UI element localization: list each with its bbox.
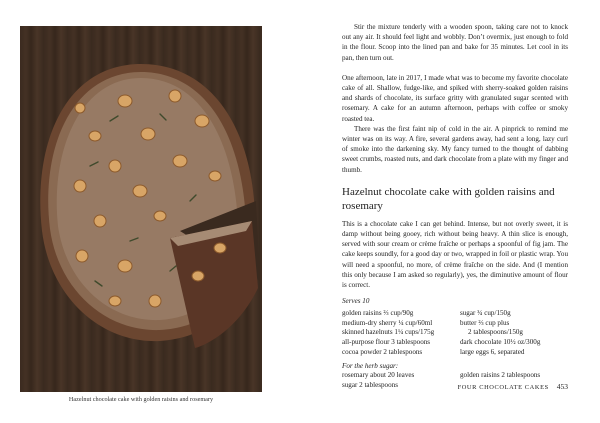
right-page (342, 22, 568, 390)
ingredient: skinned hazelnuts 1¼ cups/175g (342, 328, 435, 337)
ingredient: rosemary about 20 leaves (342, 371, 415, 380)
serves-line: Serves 10 (342, 297, 370, 306)
ingredient: all-purpose flour 3 tablespoons (342, 338, 431, 347)
recipe-title: Hazelnut chocolate cake with golden raisins and rosemary (342, 185, 555, 212)
intro-paragraph: One afternoon, late in 2017, I made what was to become my favorite chocolate cake of all. Shallow, fudge-like, and spiked with sherry-soaked golden raisins and shards of chocolate, its surface gritty with granulated sugar scented with rosemary. A cake for an autumn afternoon, perhaps with coffee or smoky roasted tea. (342, 73, 568, 123)
photo-caption: Hazelnut chocolate cake with golden raisins and rosemary (68, 396, 214, 403)
cake-illustration (20, 26, 262, 392)
ingredient: sugar ¾ cup/150g (460, 309, 511, 318)
ingredients-list (342, 309, 568, 357)
ingredient: sugar 2 tablespoons (342, 380, 398, 389)
ingredient: golden raisins 2 tablespoons (460, 371, 541, 380)
section-title: FOUR CHOCOLATE CAKES (457, 384, 549, 391)
ingredient: 2 tablespoons/150g (468, 328, 523, 337)
ingredient: large eggs 6, separated (460, 347, 525, 356)
ingredient: golden raisins ⅔ cup/90g (342, 309, 414, 318)
ingredient: medium-dry sherry ¼ cup/60ml (342, 318, 433, 327)
ingredient: dark chocolate 10½ oz/300g (460, 338, 541, 347)
cake-photo (20, 26, 262, 392)
ingredient: butter ⅔ cup plus (460, 318, 510, 327)
intro-paragraph-2: There was the first faint nip of cold in the air. A pinprick to remind me winter was on its way. A fire, several gardens away, had sent a long, lazy curl of smoke into the darkening sky. My fancy turned to the thought of dabbing sweet crumbs, roasted nuts, and dark chocolate from a plate with my finger and thumb. (342, 124, 568, 174)
page-number: 453 (556, 382, 568, 391)
herb-sugar-heading: For the herb sugar: (342, 362, 399, 371)
recipe-description: This is a chocolate cake I can get behind. Intense, but not overly sweet, it is damp without being gooey, rich without being heavy. A thin slice is enough, served with sour cream or crème fraîche or perhaps a spoonful of fig jam. The cake keeps soundly, for a good day or two, wrapped in foil or plastic wrap. You will need a spoonful, no more, of crème fraîche on the side. And (I mention this only because I am asked so regularly), yes, the diminutive amount of flour is correct. (342, 219, 568, 290)
ingredient: cocoa powder 2 tablespoons (342, 347, 423, 356)
method-paragraph: Stir the mixture tenderly with a wooden spoon, taking care not to knock out any air. It should feel light and wobbly. Don’t overmix, just enough to fold in the flour. Scoop into the lined pan and bake for 35 minutes. Let cool in its pan, then turn out. (342, 23, 568, 62)
running-footer (387, 382, 568, 391)
